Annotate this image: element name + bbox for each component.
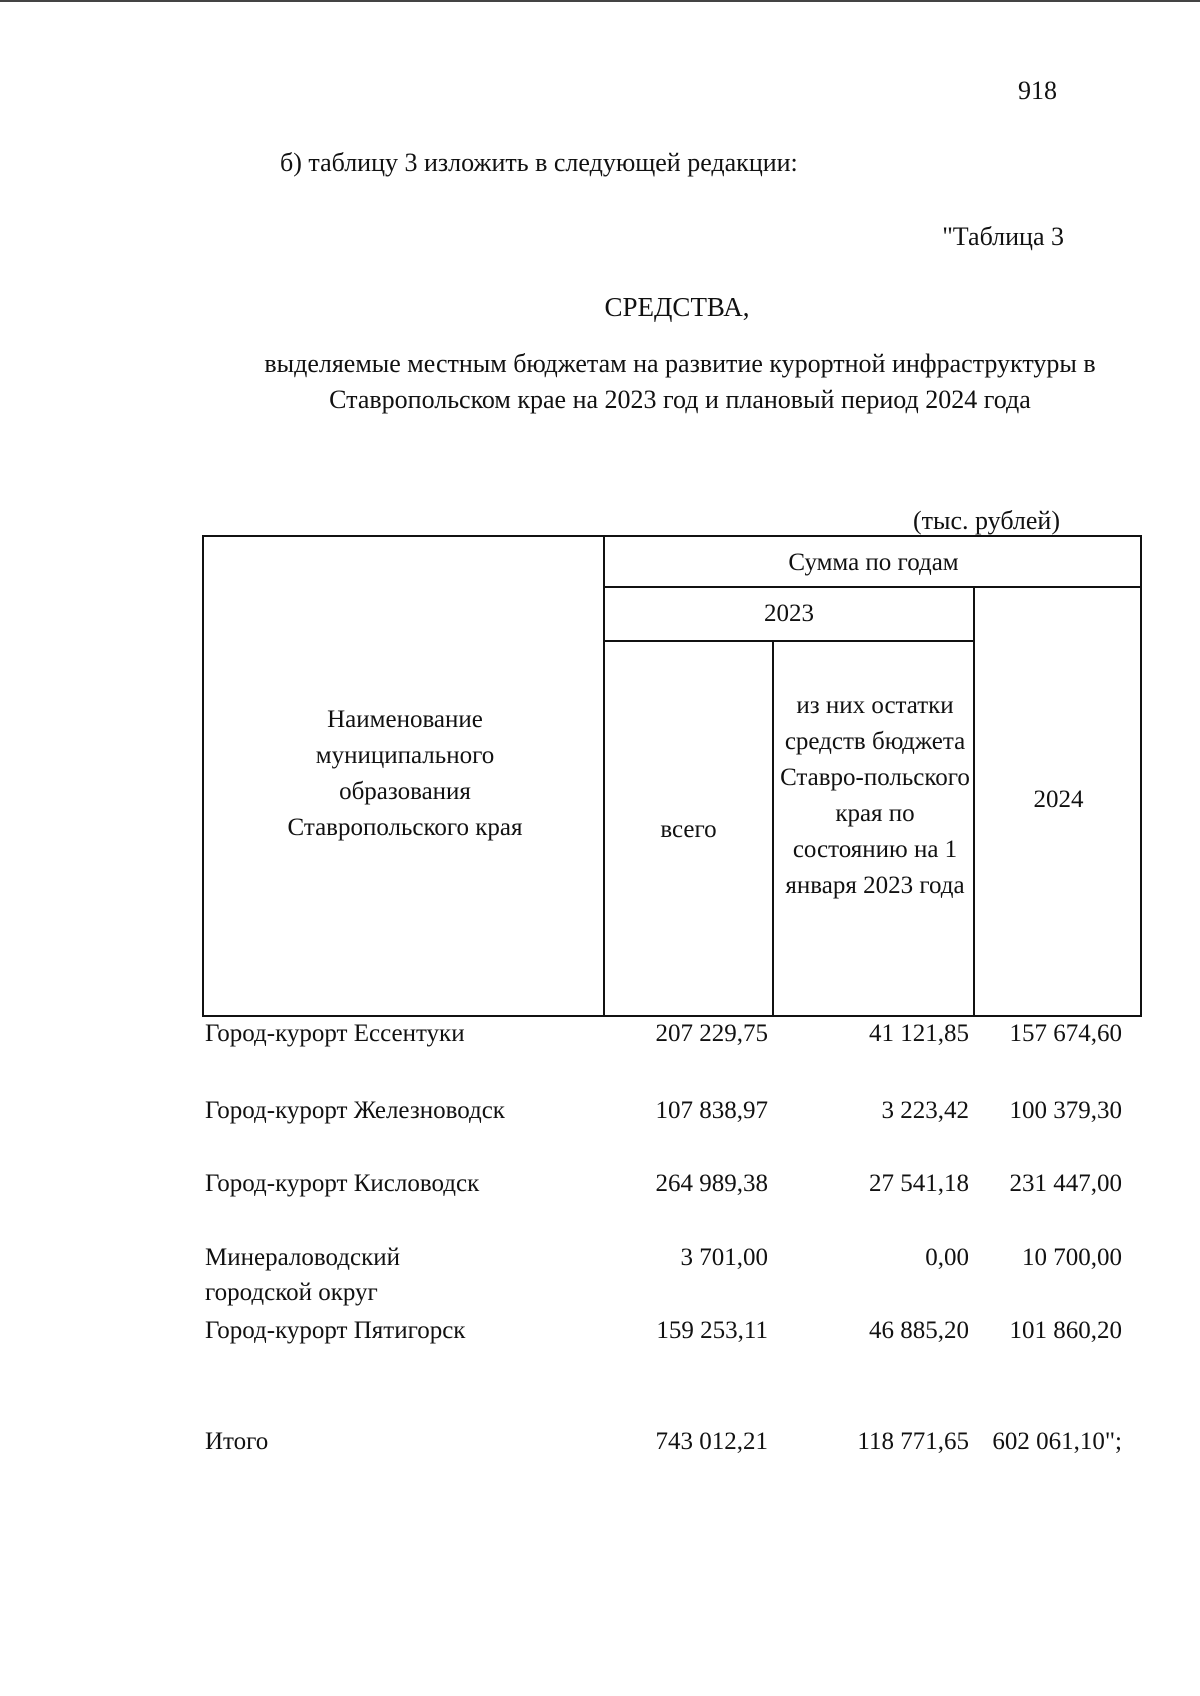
row-remainder: 46 885,20 [869,1317,969,1344]
page-top-rule [0,0,1200,2]
header-year-2023: 2023 [764,600,814,627]
total-row-remainder: 118 771,65 [857,1428,969,1455]
header-divider [603,640,975,642]
row-remainder: 0,00 [925,1244,969,1271]
row-total: 207 229,75 [655,1020,768,1047]
total-row-name: Итого [205,1428,269,1455]
row-name: Город-курорт Железноводск [205,1097,505,1124]
row-name: Город-курорт Ессентуки [205,1020,465,1047]
units-label: (тыс. рублей) [912,506,1060,535]
row-name: Минераловодский городской округ [205,1244,401,1306]
row-total: 3 701,00 [680,1244,768,1271]
row-total: 107 838,97 [655,1097,768,1124]
total-row-2024: 602 061,10"; [992,1428,1122,1455]
row-2024: 157 674,60 [1009,1020,1122,1047]
row-remainder: 3 223,42 [881,1097,969,1124]
row-remainder: 41 121,85 [869,1020,969,1047]
row-2024: 10 700,00 [1022,1244,1122,1271]
header-total: всего [660,816,717,843]
instruction-text: б) таблицу 3 изложить в следующей редакции: [280,148,798,177]
row-total: 264 989,38 [655,1170,768,1197]
header-remainder: из них остатки средств бюджета Ставро-польского края по состоянию на 1 января 2023 года [780,692,970,899]
row-total: 159 253,11 [656,1317,768,1344]
row-name: Город-курорт Пятигорск [205,1317,466,1344]
row-name: Город-курорт Кисловодск [205,1170,480,1197]
header-year-2024: 2024 [1033,786,1084,813]
header-name-column: Наименование муниципального образования Ставропольского края [287,706,523,841]
row-2024: 231 447,00 [1009,1170,1122,1197]
row-2024: 100 379,30 [1009,1097,1122,1124]
row-2024: 101 860,20 [1009,1317,1122,1344]
table-caption: "Таблица 3 [942,222,1064,251]
header-divider [603,586,1142,588]
header-sum-by-years: Сумма по годам [788,549,959,576]
total-row-total: 743 012,21 [655,1428,768,1455]
document-title: СРЕДСТВА, [604,292,750,322]
header-divider [772,640,774,1017]
row-remainder: 27 541,18 [869,1170,969,1197]
document-subtitle: выделяемые местным бюджетам на развитие курортной инфраструктуры в Ставропольском крае на 2023 год и плановый период 2024 года [264,349,1096,414]
page-number: 918 [1018,76,1057,105]
